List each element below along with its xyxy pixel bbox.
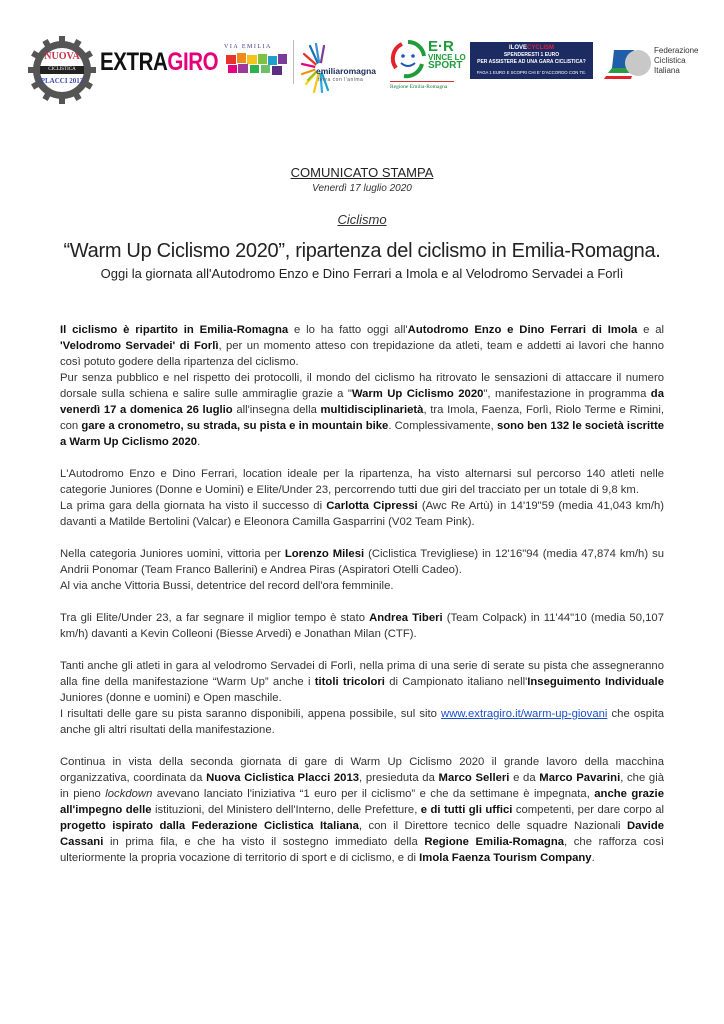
via-emilia-mosaic-icon: [224, 52, 288, 76]
extragiro-logo: [100, 48, 218, 77]
bold-text: Regione Emilia-Romagna: [424, 836, 565, 848]
text: , che rafforza così ulteriormente la propria vocazione di territorio di sport e di ciclismo, e di: [60, 836, 665, 864]
text: (Team Colpack) in 11'44"10 (media 50,107 km/h) davanti a Kevin Colleoni (Biesse Arvedi) e Jonathan Milan (CTF).: [60, 612, 664, 640]
emiliaromagna-slogan: terra con l'anima: [318, 77, 364, 83]
bold-text: da venerdì 17 a domenica 26 luglio: [60, 388, 664, 416]
emiliaromagna-name: emiliaromagna: [316, 66, 376, 76]
paragraph-9: [60, 706, 664, 738]
document-kind: COMUNICATO STAMPA: [290, 165, 434, 180]
bold-text: Il ciclismo è ripartito in Emilia-Romagna: [60, 324, 289, 336]
er-divider: [390, 81, 454, 82]
text: La prima gara della giornata ha visto il successo di: [60, 500, 327, 512]
bold-text: Autodromo Enzo e Dino Ferrari di Imola: [407, 324, 638, 336]
text: Pur senza pubblico e nel rispetto dei protocolli, il mondo del ciclismo ha ritrovato le sensazioni di attaccare il numero dorsale sulla schiena e salire sulle ammiraglie grazie a ": [60, 372, 664, 400]
fci-text: [654, 46, 698, 76]
paragraph-7: [60, 610, 664, 642]
er-line2-3: [428, 54, 466, 70]
text: in prima fila, e che ha visto il sostegno immediato della: [103, 836, 425, 848]
ilovecyclism-banner: [470, 42, 593, 79]
bold-text: gare a cronometro, su strada, su pista e in mountain bike: [81, 420, 389, 432]
paragraph-6: Al via anche Vittoria Bussi, detentrice del record dell'ora femminile.: [60, 580, 394, 592]
text: che ospita anche gli altri risultati della manifestazione.: [60, 708, 665, 736]
fci-logo: [604, 44, 714, 84]
paragraph-2: [60, 370, 664, 450]
placci-line2: CICLISTICA: [48, 67, 76, 72]
document-category: Ciclismo: [337, 212, 387, 227]
text: , presieduta da: [359, 772, 439, 784]
text: competenti, per dare corpo al: [512, 804, 664, 816]
bold-text: sono ben 132 le società iscritte a Warm Up Ciclismo 2020: [60, 420, 664, 448]
text: avevano lanciato l'iniziativa “1 euro per il ciclismo” e che da settimane è impegnata,: [152, 788, 595, 800]
document-subtitle: Oggi la giornata all'Autodromo Enzo e Dino Ferrari a Imola e al Velodromo Servadei a Forlì: [100, 266, 624, 281]
via-emilia-text: VIA EMILIA: [224, 44, 272, 50]
text: Continua in vista della seconda giornata di gare di Warm Up Ciclismo 2020 il grande lavoro della macchina organizzativa, coordinata da: [60, 756, 664, 784]
bold-text: anche grazie all'impegno delle: [60, 788, 664, 816]
fci-emblem-icon: [604, 46, 652, 82]
text: , con il Direttore tecnico delle squadre Nazionali: [358, 820, 627, 832]
text: all'insegna della: [232, 404, 321, 416]
text: , per un momento atteso con trepidazione da atleti, team e addetti ai lavori che hanno così potuto godere della ripartenza del ciclismo.: [60, 340, 664, 368]
bold-text: progetto ispirato dalla Federazione Ciclistica Italiana: [60, 820, 359, 832]
placci-line3: PLACCI 2013: [40, 77, 84, 85]
text: e da: [509, 772, 540, 784]
text: .: [591, 852, 595, 864]
text: ", manifestazione in programma: [483, 388, 651, 400]
ilove-line3: PER ASSISTERE AD UNA GARA CICLISTICA?: [477, 59, 586, 65]
bold-text: Carlotta Cipressi: [326, 500, 418, 512]
nuova-ciclistica-placci-logo: [28, 36, 96, 104]
bold-text: Imola Faenza Tourism Company: [419, 852, 592, 864]
bold-text: Warm Up Ciclismo 2020: [351, 388, 484, 400]
bold-text: Nuova Ciclistica Placci 2013: [206, 772, 360, 784]
paragraph-4: [60, 498, 664, 530]
paragraph-8: [60, 658, 664, 706]
bold-text: Davide Cassani: [60, 820, 664, 848]
extragiro-part1: EXTRA: [100, 48, 168, 76]
text: I risultati delle gare su pista saranno disponibili, appena possibile, sul sito: [60, 708, 442, 720]
text: e al: [637, 324, 664, 336]
bold-text: Marco Pavarini: [539, 772, 621, 784]
article-body: [60, 322, 664, 866]
paragraph-5: [60, 546, 664, 578]
ilove-brand: [470, 45, 593, 52]
text: (Awc Re Artù) in 14'19"59 (media 41,043 km/h) davanti a Matilde Bertolini (Valcar) e Eleonora Camilla Gasparrini (V02 Team Pink).: [60, 500, 664, 528]
bold-text: titoli tricolori: [314, 676, 385, 688]
er-line2: VINCE LO: [428, 53, 466, 62]
text: Tanti anche gli atleti in gara al velodromo Servadei di Forlì, nella prima di una serie di serate su pista che assegneranno alla fine della manifestazione “Warm Up” anche i: [60, 660, 664, 688]
er-footer: Regione Emilia-Romagna: [390, 84, 448, 90]
paragraph-1: [60, 322, 664, 370]
paragraph-gap: [60, 530, 664, 546]
ilove-brand-b: CYCLISM: [527, 45, 554, 51]
er-vince-lo-sport-logo: [388, 36, 468, 98]
paragraph-gap: [60, 450, 664, 466]
extragiro-part2: GIRO: [167, 48, 219, 76]
bold-text: 'Velodromo Servadei' di Forlì: [60, 340, 219, 352]
fci-line1: Federazione: [654, 46, 699, 55]
paragraph-gap: [60, 642, 664, 658]
text: Juniores (donne e uomini) e Open maschile.: [60, 692, 282, 704]
via-emilia-logo: [224, 44, 290, 81]
bold-text: multidisciplinarietà: [320, 404, 424, 416]
ilove-brand-a: ILOVE: [508, 45, 527, 51]
text: di Campionato italiano nell': [384, 676, 528, 688]
bold-text: Andrea Tiberi: [369, 612, 443, 624]
bold-text: Marco Selleri: [438, 772, 510, 784]
text: e lo ha fatto oggi all': [288, 324, 408, 336]
fci-line2: Ciclistica: [654, 56, 686, 65]
placci-line1: NUOVA: [44, 51, 80, 62]
ilove-line4: PAGA 1 EURO E SCOPRI CHI E' D'ACCORDO CON TE.: [476, 70, 587, 75]
italic-text: lockdown: [105, 788, 153, 800]
text: Tra gli Elite/Under 23, a far segnare il miglior tempo è stato: [60, 612, 370, 624]
document-title: “Warm Up Ciclismo 2020”, ripartenza del ciclismo in Emilia-Romagna.: [63, 240, 661, 262]
results-link[interactable]: www.extragiro.it/warm-up-giovani: [441, 708, 608, 720]
emiliaromagna-logo: [300, 40, 388, 96]
text: .: [197, 436, 201, 448]
document-date: Venerdì 17 luglio 2020: [312, 183, 412, 194]
bold-text: e di tutti gli uffici: [420, 804, 513, 816]
bold-text: Lorenzo Milesi: [284, 548, 365, 560]
text: istituzioni, del Ministero dell'Interno, delle Prefetture,: [151, 804, 421, 816]
text: , che già in pieno: [60, 772, 665, 800]
paragraph-10: [60, 754, 664, 866]
fci-line3: Italiana: [654, 66, 680, 75]
paragraph-gap: [60, 594, 664, 610]
paragraph-3: L'Autodromo Enzo e Dino Ferrari, location ideale per la ripartenza, ha visto alternarsi sul percorso 140 atleti nelle categorie Juniores (Donne e Uomini) e Elite/Under 23, percorrendo tutti due giri del tracciato per un totale di 9,8 km.: [60, 468, 664, 496]
text: (Ciclistica Trevigliese) in 12'16"94 (media 47,874 km/h) su Andrii Ponomar (Team Franco Ballerini) e Andrea Piras (Aspiratori Otelli Cadeo).: [60, 548, 664, 576]
logo-divider: [293, 40, 294, 84]
er-line1: E·R: [428, 38, 454, 55]
logo-header: [0, 0, 724, 120]
smiley-icon: [388, 38, 428, 80]
bold-text: Inseguimento Individuale: [527, 676, 664, 688]
text: , tra Imola, Faenza, Forlì, Riolo Terme e Rimini, con: [60, 404, 664, 432]
er-line3: SPORT: [428, 60, 463, 71]
paragraph-gap: [60, 738, 664, 754]
ilove-line2: SPENDERESTI 1 EURO: [503, 52, 560, 58]
text: Nella categoria Juniores uomini, vittoria per: [60, 548, 285, 560]
text: . Complessivamente,: [388, 420, 497, 432]
